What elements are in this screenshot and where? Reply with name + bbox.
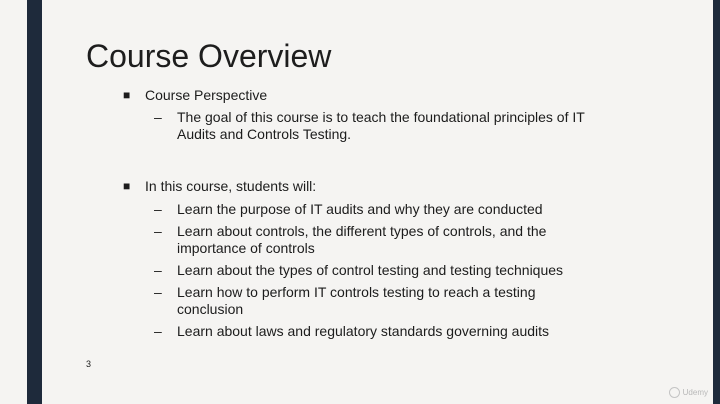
dash-bullet-icon: – <box>154 223 162 239</box>
sub-bullet-item <box>154 223 572 257</box>
square-bullet-icon: ■ <box>123 179 131 193</box>
bullet-text: Course Perspective <box>145 87 268 103</box>
sub-bullet-item <box>154 262 597 279</box>
sub-bullet-item <box>154 284 567 318</box>
sub-bullet-text: Learn how to perform IT controls testing to reach a testing conclusion <box>177 284 536 317</box>
slide-title: Course Overview <box>86 38 332 74</box>
sub-bullet-item <box>154 201 597 218</box>
sub-bullet-text: The goal of this course is to teach the foundational principles of IT Audits and Controls Testing. <box>177 109 585 142</box>
watermark <box>669 387 708 398</box>
dash-bullet-icon: – <box>154 284 162 300</box>
dash-bullet-icon: – <box>154 262 162 278</box>
square-bullet-icon: ■ <box>123 88 131 102</box>
dash-bullet-icon: – <box>154 201 162 217</box>
sub-bullet-text: Learn about laws and regulatory standards governing audits <box>177 323 550 339</box>
page-number: 3 <box>86 359 92 369</box>
dash-bullet-icon: – <box>154 323 162 339</box>
bullet-text: In this course, students will: <box>145 178 317 194</box>
logo-icon <box>669 387 680 398</box>
sub-bullet-text: Learn about the types of control testing and testing techniques <box>177 262 564 278</box>
bullet-item <box>123 178 316 195</box>
sub-bullet-text: Learn the purpose of IT audits and why they are conducted <box>177 201 543 217</box>
sub-bullet-item <box>154 109 597 143</box>
bullet-item <box>123 87 267 104</box>
sub-bullet-text: Learn about controls, the different types of controls, and the importance of controls <box>177 223 547 256</box>
dash-bullet-icon: – <box>154 109 162 125</box>
sub-bullet-item <box>154 323 597 340</box>
watermark-text: Udemy <box>682 388 708 397</box>
